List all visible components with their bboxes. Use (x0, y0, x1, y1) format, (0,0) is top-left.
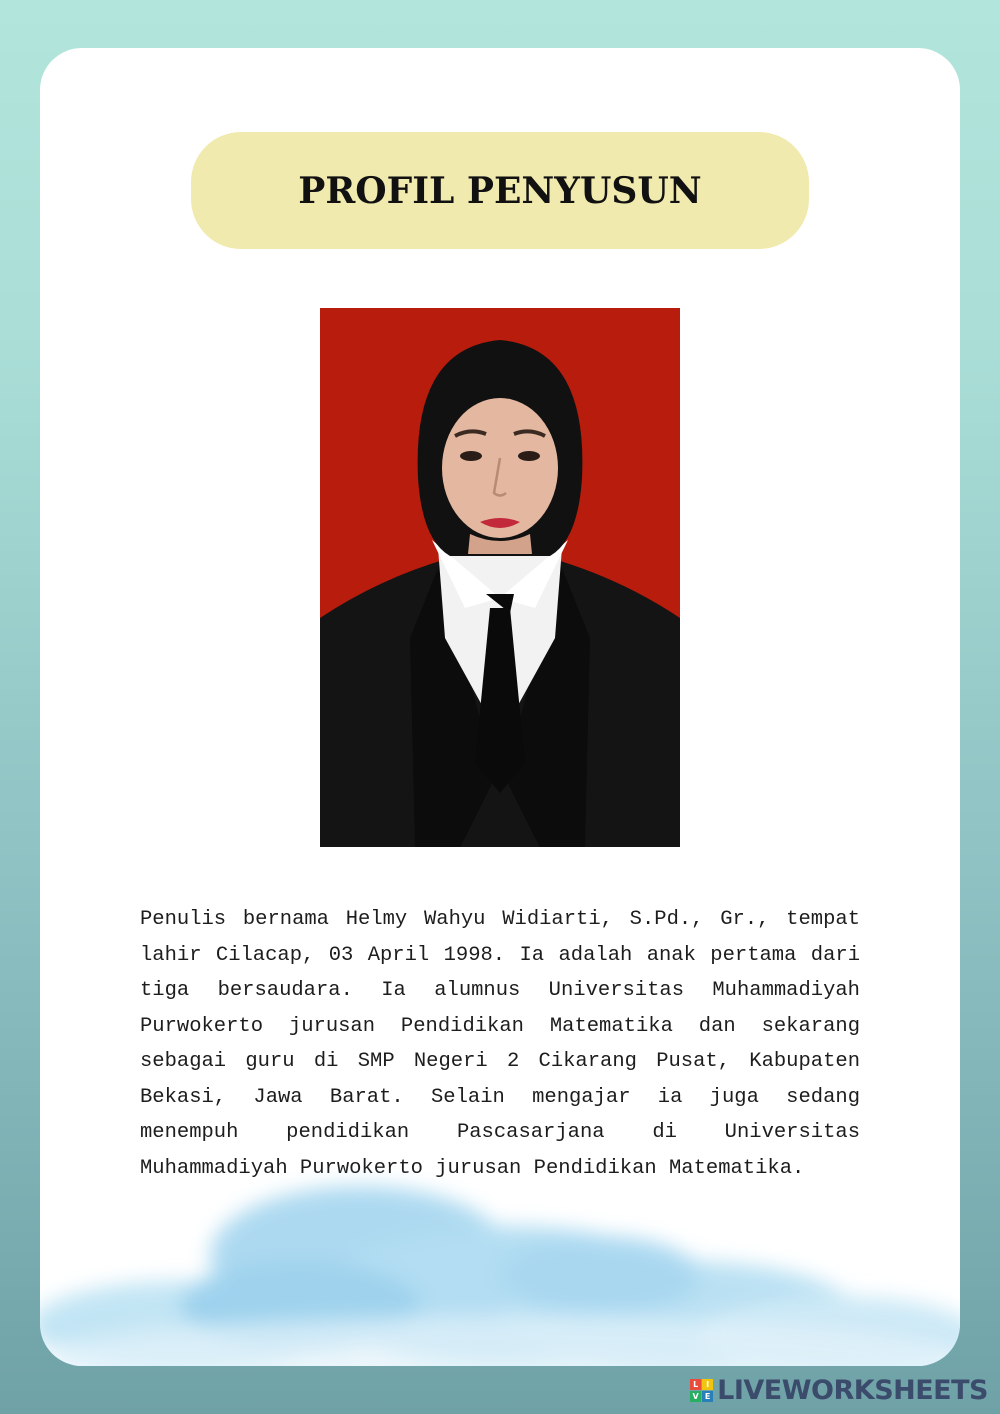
author-photo (320, 308, 680, 847)
title-banner (191, 132, 809, 249)
liveworksheets-watermark (690, 1375, 988, 1406)
profile-card (40, 48, 960, 1366)
liveworksheets-logo-icon: L I V E (690, 1379, 713, 1402)
cloud-decoration (40, 1166, 960, 1366)
author-bio: Penulis bernama Helmy Wahyu Widiarti, S.Pd., Gr., tempat lahir Cilacap, 03 April 1998. Ia adalah anak pertama dari tiga bersaudara. Ia alumnus Universitas Muhammadiyah Purwokerto jurusan Pendidikan Matematika dan sekarang sebagai guru di SMP Negeri 2 Cikarang Pusat, Kabupaten Bekasi, Jawa Barat. Selain mengajar ia juga sedang menempuh pendidikan Pascasarjana di Universitas Muhammadiyah Purwokerto jurusan Pendidikan Matematika. (140, 908, 860, 1180)
watermark-text: LIVEWORKSHEETS (717, 1375, 988, 1406)
page-title: PROFIL PENYUSUN (298, 169, 702, 212)
